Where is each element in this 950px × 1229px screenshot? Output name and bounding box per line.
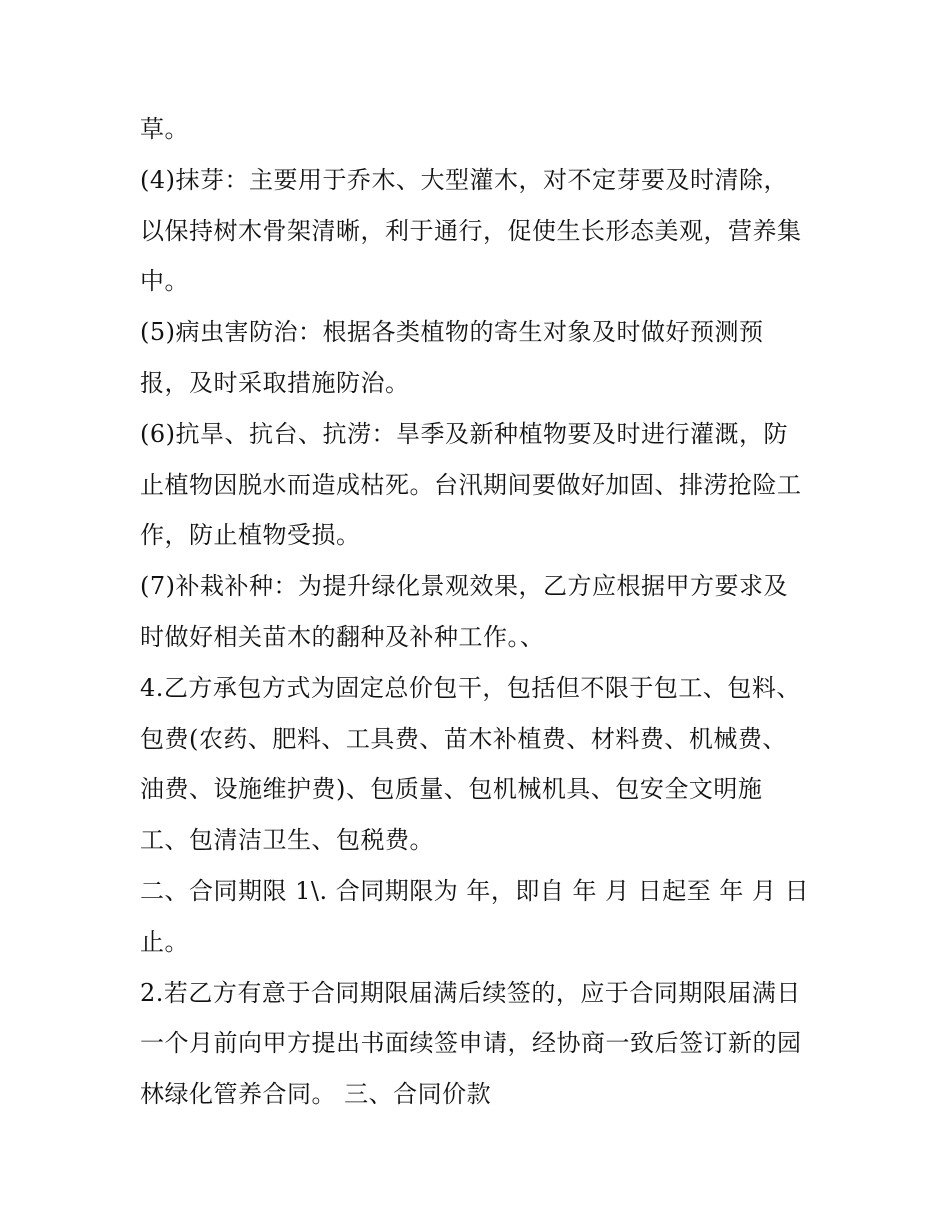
- text-line: 止。: [140, 927, 189, 956]
- text-line: 4.乙方承包方式为固定总价包干，包括但不限于包工、包料、: [140, 673, 801, 702]
- text-line: (4)抹芽：主要用于乔木、大型灌木，对不定芽要及时清除，: [140, 165, 788, 194]
- text-line: 工、包清洁卫生、包税费。: [140, 826, 434, 855]
- text-line: (7)补栽补种：为提升绿化景观效果，乙方应根据甲方要求及: [140, 572, 788, 601]
- text-line: 作，防止植物受损。: [140, 521, 361, 550]
- text-line: 二、合同期限 1\. 合同期限为 年，即自 年 月 日起至 年 月 日: [140, 876, 810, 905]
- text-line: 2.若乙方有意于合同期限届满后续签的，应于合同期限届满日: [140, 978, 801, 1007]
- text-line: 报，及时采取措施防治。: [140, 368, 410, 397]
- text-line: 止植物因脱水而造成枯死。台汛期间要做好加固、排涝抢险工: [140, 470, 802, 499]
- text-line: 草。: [140, 115, 189, 143]
- text-line: 一个月前向甲方提出书面续签申请，经协商一致后签订新的园: [140, 1029, 802, 1058]
- text-line: 油费、设施维护费)、包质量、包机械机具、包安全文明施: [140, 775, 763, 804]
- text-line: 时做好相关苗木的翻种及补种工作。、: [140, 622, 545, 651]
- document-body: [140, 104, 820, 1120]
- text-line: 以保持树木骨架清晰，利于通行，促使生长形态美观，营养集: [140, 216, 802, 245]
- text-line: 林绿化管养合同。 三、合同价款: [140, 1080, 492, 1109]
- text-line: (6)抗旱、抗台、抗涝：旱季及新种植物要及时进行灌溉，防: [140, 419, 788, 448]
- text-line: 中。: [140, 267, 189, 296]
- text-line: 包费(农药、肥料、工具费、苗木补植费、材料费、机械费、: [140, 724, 787, 753]
- text-line: (5)病虫害防治：根据各类植物的寄生对象及时做好预测预: [140, 318, 764, 347]
